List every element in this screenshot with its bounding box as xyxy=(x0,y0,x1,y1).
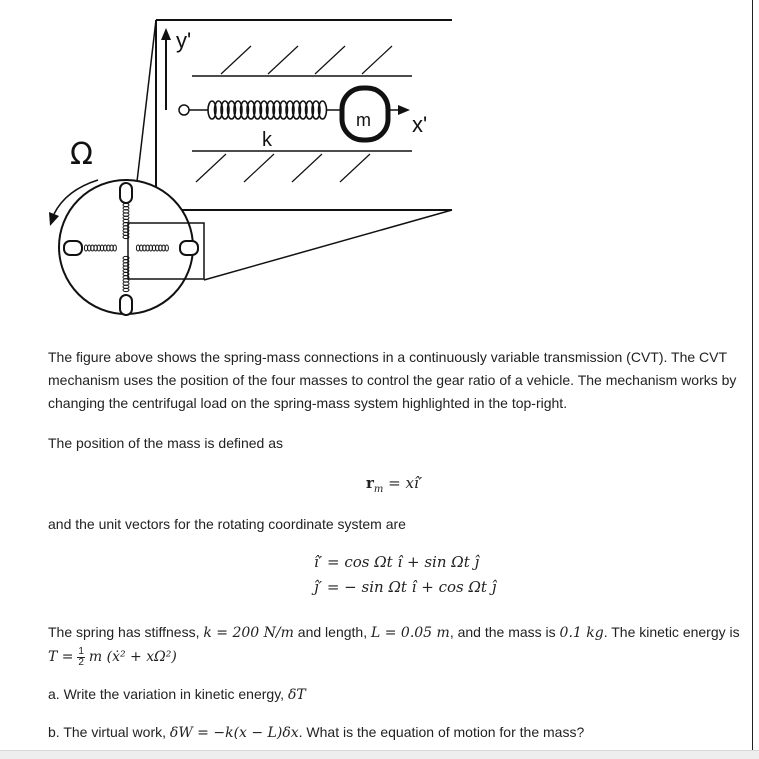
spring-mass-diagram xyxy=(36,14,456,324)
L-value: L = 0.05 m xyxy=(370,625,450,641)
kinetic-energy-expression: m (ẋ² + xΩ²) xyxy=(88,649,177,665)
y-axis-label: y' xyxy=(176,28,192,53)
k-value: k = 200 N/m xyxy=(203,625,294,641)
part-b: b. The virtual work, δW = −k(x − L)δx. What is the equation of motion for the mass? xyxy=(48,724,585,741)
x-axis-label: x' xyxy=(412,112,428,137)
i-prime-equation: î′ = cos Ωt î + sin Ωt ĵ xyxy=(314,553,480,571)
spring-paragraph: The spring has stiffness, k = 200 N/m and length, L = 0.05 m, and the mass is 0.1 kg. The kinetic energy is T = $\frac{1}{2}$ m (ẋ² + xΩ²) xyxy=(48,624,740,668)
unit-vectors-intro: and the unit vectors for the rotating coordinate system are xyxy=(48,516,406,532)
mass-label: m xyxy=(356,110,371,130)
intro-paragraph: The figure above shows the spring-mass connections in a continuously variable transmission (CVT). The CVT mechanism uses the position of the four masses to control the gear ratio of a vehicle. The mechanism works by changing the centrifugal load on the spring-mass system highlighted in the top-right. xyxy=(48,349,737,411)
position-equation: $r_m$ = xî′ xyxy=(366,474,423,495)
mass-value: 0.1 kg xyxy=(559,625,604,641)
spring-label: k xyxy=(262,129,272,151)
half-fraction: $\frac{1}{2}$ xyxy=(78,645,84,668)
part-a: a. Write the variation in kinetic energy, δT xyxy=(48,686,306,703)
rotating-disk-icon xyxy=(59,180,204,315)
position-intro: The position of the mass is defined as xyxy=(48,435,284,451)
omega-label: Ω xyxy=(70,137,93,172)
T-lhs: T = xyxy=(48,649,74,665)
j-prime-equation: ĵ′ = − sin Ωt î + cos Ωt ĵ xyxy=(314,578,497,596)
right-border xyxy=(752,0,753,752)
